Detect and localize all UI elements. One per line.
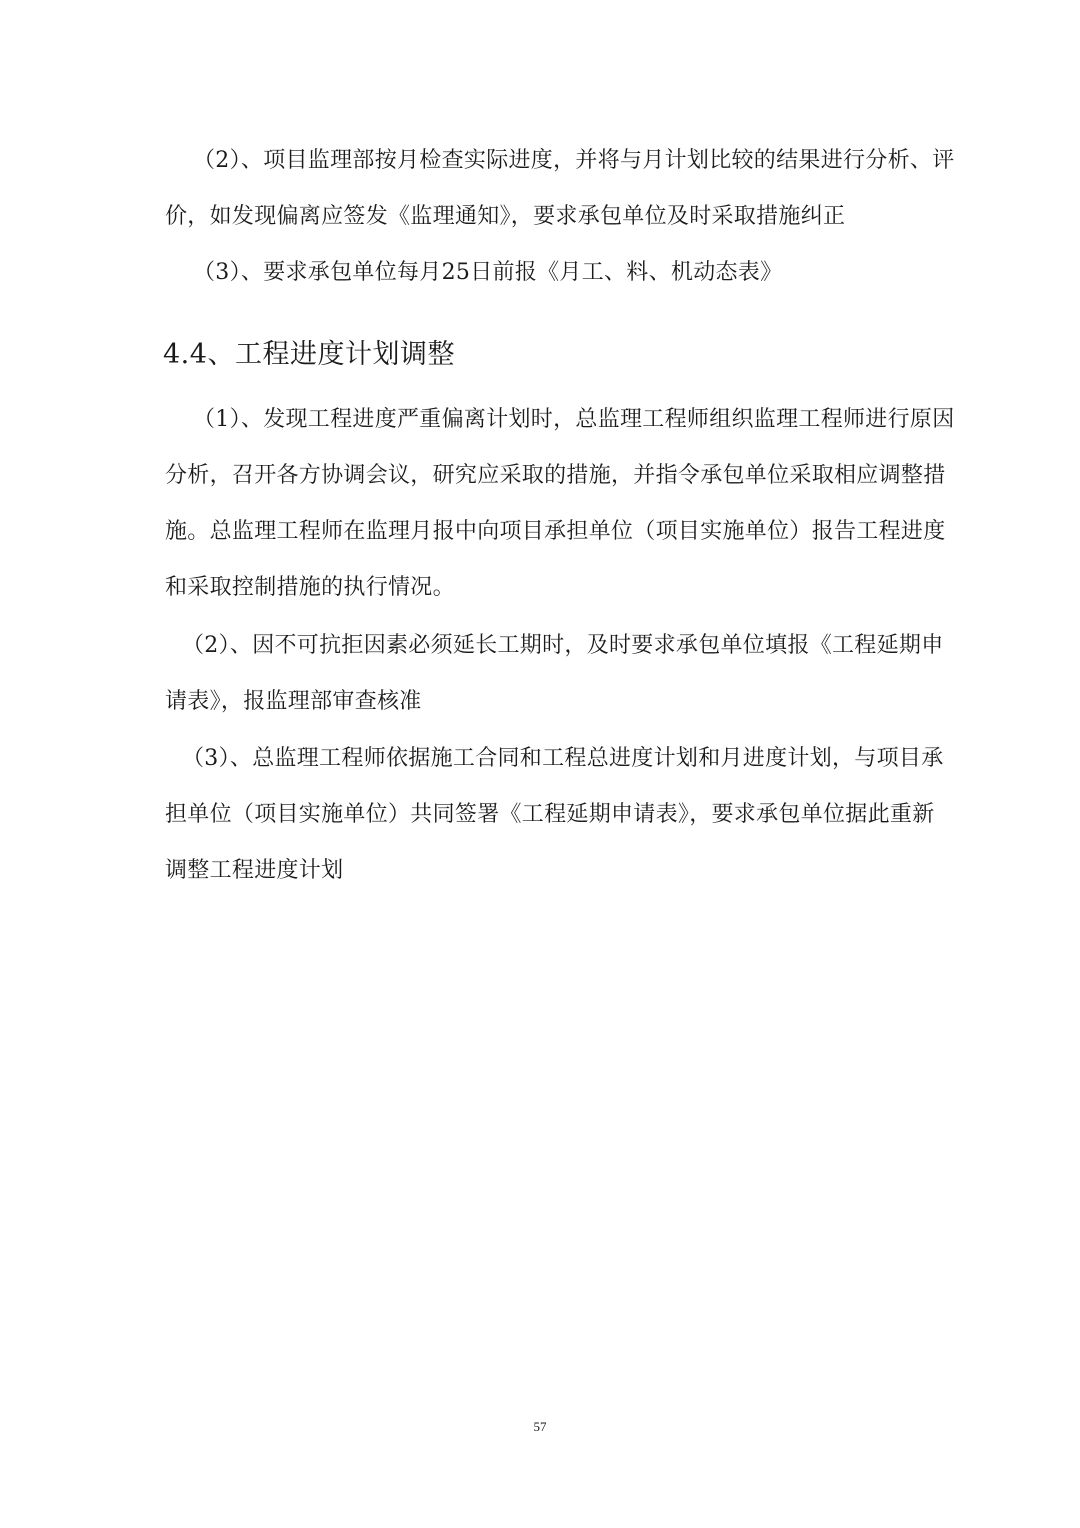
paragraph-line: 价，如发现偏离应签发《监理通知》，要求承包单位及时采取措施纠正 xyxy=(165,204,846,229)
paragraph-line: （2）、项目监理部按月检查实际进度，并将与月计划比较的结果进行分析、评 xyxy=(193,148,955,173)
paragraph-line: （3）、要求承包单位每月25日前报《月工、料、机动态表》 xyxy=(193,260,783,285)
page-number: 57 xyxy=(533,1419,547,1434)
paragraph-line: （3）、总监理工程师依据施工合同和工程总进度计划和月进度计划，与项目承 xyxy=(182,746,944,771)
paragraph-line: （2）、因不可抗拒因素必须延长工期时，及时要求承包单位填报《工程延期申 xyxy=(182,633,944,658)
paragraph-line: 和采取控制措施的执行情况。 xyxy=(165,575,455,600)
paragraph-line: 分析，召开各方协调会议，研究应采取的措施，并指令承包单位采取相应调整措 xyxy=(165,463,946,488)
paragraph-line: （1）、发现工程进度严重偏离计划时，总监理工程师组织监理工程师进行原因 xyxy=(193,407,955,432)
paragraph-line: 调整工程进度计划 xyxy=(165,858,344,883)
paragraph-line: 施。总监理工程师在监理月报中向项目承担单位（项目实施单位）报告工程进度 xyxy=(165,519,946,544)
paragraph-line: 担单位（项目实施单位）共同签署《工程延期申请表》，要求承包单位据此重新 xyxy=(165,802,935,827)
section-heading: 4.4、工程进度计划调整 xyxy=(163,339,455,370)
paragraph-line: 请表》，报监理部审查核准 xyxy=(165,689,422,714)
